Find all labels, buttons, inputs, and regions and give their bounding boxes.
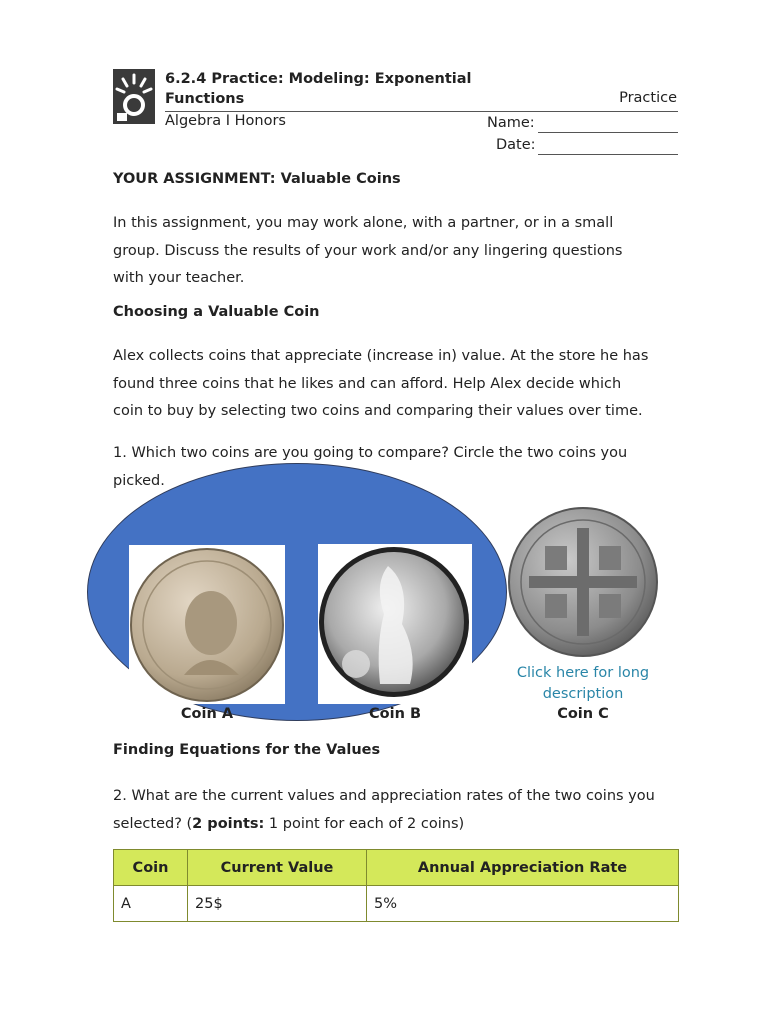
cell-coin[interactable]: A — [114, 886, 188, 922]
coin-a-image — [129, 545, 285, 704]
section-paragraph — [113, 343, 678, 426]
question-2-prefix: selected? ( — [113, 815, 193, 832]
cell-current-value[interactable]: 25$ — [188, 886, 367, 922]
question-2-suffix: 1 point for each of 2 coins) — [264, 815, 465, 832]
long-description-line-2: description — [542, 686, 624, 702]
table-header-row — [114, 850, 679, 886]
name-field[interactable] — [538, 132, 678, 133]
date-field[interactable] — [538, 154, 678, 155]
coin-b-frame[interactable] — [318, 544, 472, 704]
coin-c-image[interactable] — [507, 506, 659, 658]
section-line-2: found three coins that he likes and can afford. Help Alex decide which — [113, 375, 622, 392]
assignment-heading: YOUR ASSIGNMENT: Valuable Coins — [113, 171, 401, 187]
question-2-line-1: 2. What are the current values and appreciation rates of the two coins you — [113, 788, 655, 804]
header-divider — [165, 111, 678, 112]
long-description-line-1: Click here for long — [516, 665, 650, 681]
coin-b-label: Coin B — [369, 706, 421, 722]
table-row — [114, 886, 679, 922]
intro-line-3: with your teacher. — [113, 270, 245, 286]
intro-paragraph — [113, 210, 678, 293]
document-title — [165, 69, 472, 109]
question-1-line-1: 1. Which two coins are you going to compare? Circle the two coins you — [113, 445, 628, 461]
header-coin: Coin — [114, 850, 188, 886]
intro-line-2: group. Discuss the results of your work and/or any lingering questions — [113, 242, 623, 259]
long-description-link[interactable] — [498, 663, 668, 705]
question-2-line-2 — [113, 811, 678, 839]
title-line-1: 6.2.4 Practice: Modeling: Exponential — [165, 71, 472, 87]
intro-line-1: In this assignment, you may work alone, with a partner, or in a small — [113, 215, 614, 231]
coin-a-label: Coin A — [180, 706, 234, 722]
values-table — [113, 849, 679, 922]
doc-type-label: Practice — [619, 90, 677, 106]
date-label: Date: — [496, 137, 536, 153]
section-line-3: coin to buy by selecting two coins and comparing their values over time. — [113, 403, 643, 419]
question-1-line-2: picked. — [113, 472, 165, 489]
coin-a-frame[interactable] — [129, 545, 285, 704]
section-line-1: Alex collects coins that appreciate (increase in) value. At the store he has — [113, 348, 649, 364]
name-label: Name: — [487, 115, 535, 131]
title-line-2: Functions — [165, 91, 245, 107]
cell-appreciation-rate[interactable]: 5% — [367, 886, 679, 922]
coin-c-label: Coin C — [557, 706, 609, 722]
question-2-points: 2 points: — [192, 815, 265, 832]
coin-b-image — [318, 544, 472, 704]
question-2 — [113, 783, 678, 838]
header-current-value: Current Value — [188, 850, 367, 886]
course-name: Algebra I Honors — [165, 113, 286, 129]
header-appreciation-rate: Annual Appreciation Rate — [367, 850, 679, 886]
section-heading-choosing: Choosing a Valuable Coin — [113, 304, 320, 320]
section-heading-equations: Finding Equations for the Values — [113, 742, 381, 758]
logo-icon — [113, 69, 155, 124]
